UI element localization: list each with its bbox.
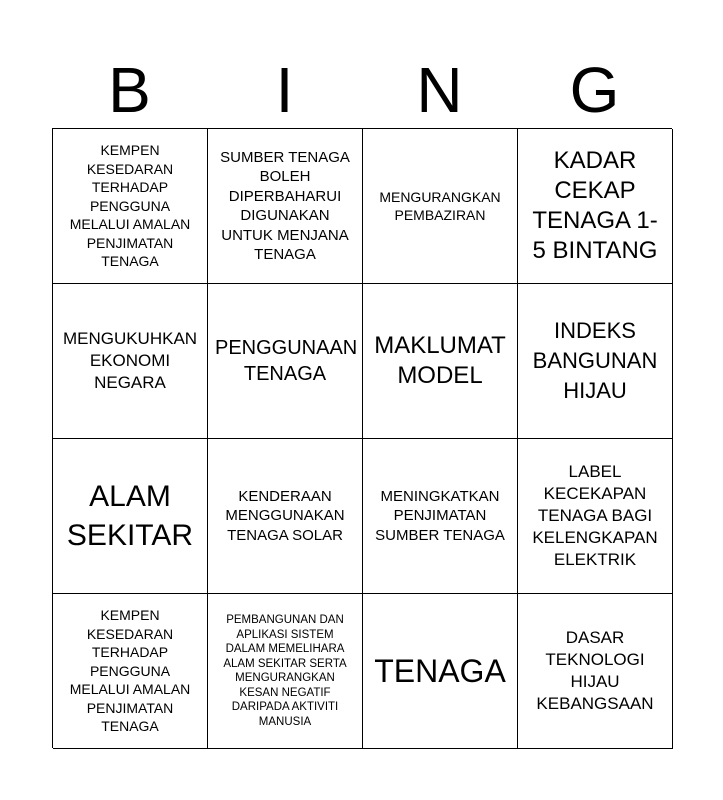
bingo-cell[interactable] xyxy=(53,439,208,594)
bingo-cell[interactable] xyxy=(208,284,363,439)
bingo-cell[interactable] xyxy=(208,439,363,594)
bingo-cell[interactable] xyxy=(363,439,518,594)
bingo-cell-text: SUMBER TENAGA BOLEH DIPERBAHARUI DIGUNAKAN UNTUK MENJANA TENAGA xyxy=(220,148,350,263)
bingo-cell[interactable] xyxy=(363,129,518,284)
bingo-cell-text: MENGUKUHKAN EKONOMI NEGARA xyxy=(62,329,198,392)
bingo-cell-text: MAKLUMAT MODEL xyxy=(374,332,506,389)
bingo-cell-text: KEMPEN KESEDARAN TERHADAP PENGGUNA MELALUI AMALAN PENJIMATAN TENAGA xyxy=(69,607,191,735)
bingo-cell[interactable] xyxy=(53,129,208,284)
bingo-cell[interactable] xyxy=(53,594,208,749)
bingo-cell-text: PENGGUNAAN TENAGA xyxy=(215,337,358,385)
bingo-cell-text: KADAR CEKAP TENAGA 1-5 BINTANG xyxy=(532,147,658,264)
bingo-grid xyxy=(52,128,672,748)
bingo-cell-text: INDEKS BANGUNAN HIJAU xyxy=(532,318,658,403)
bingo-cell[interactable] xyxy=(208,594,363,749)
bingo-cell-text: DASAR TEKNOLOGI HIJAU KEBANGSAAN xyxy=(536,628,654,713)
bingo-cell[interactable] xyxy=(208,129,363,284)
bingo-cell-text: ALAM SEKITAR xyxy=(66,480,194,552)
bingo-cell[interactable] xyxy=(518,594,673,749)
header-letter-g: G xyxy=(569,54,620,126)
header-letter-i: I xyxy=(275,54,294,126)
bingo-header xyxy=(52,52,672,128)
bingo-cell[interactable] xyxy=(53,284,208,439)
bingo-cell-text: KEMPEN KESEDARAN TERHADAP PENGGUNA MELALUI AMALAN PENJIMATAN TENAGA xyxy=(69,142,191,270)
bingo-cell-text: TENAGA xyxy=(374,653,506,689)
bingo-cell-text: MENINGKATKAN PENJIMATAN SUMBER TENAGA xyxy=(375,487,505,544)
bingo-cell[interactable] xyxy=(518,439,673,594)
bingo-cell-text: KENDERAAN MENGGUNAKAN TENAGA SOLAR xyxy=(225,487,345,544)
bingo-cell-text: LABEL KECEKAPAN TENAGA BAGI KELENGKAPAN ELEKTRIK xyxy=(532,462,658,569)
bingo-cell[interactable] xyxy=(363,594,518,749)
header-letter-n: N xyxy=(416,54,463,126)
bingo-cell[interactable] xyxy=(363,284,518,439)
bingo-cell[interactable] xyxy=(518,284,673,439)
bingo-cell-text: PEMBANGUNAN DAN APLIKASI SISTEM DALAM MEMELIHARA ALAM SEKITAR SERTA MENGURANGKAN KESAN NEGATIF DARIPADA AKTIVITI MANUSIA xyxy=(223,614,347,728)
bingo-cell[interactable] xyxy=(518,129,673,284)
bingo-cell-text: MENGURANGKAN PEMBAZIRAN xyxy=(379,188,501,223)
header-letter-b: B xyxy=(108,54,151,126)
